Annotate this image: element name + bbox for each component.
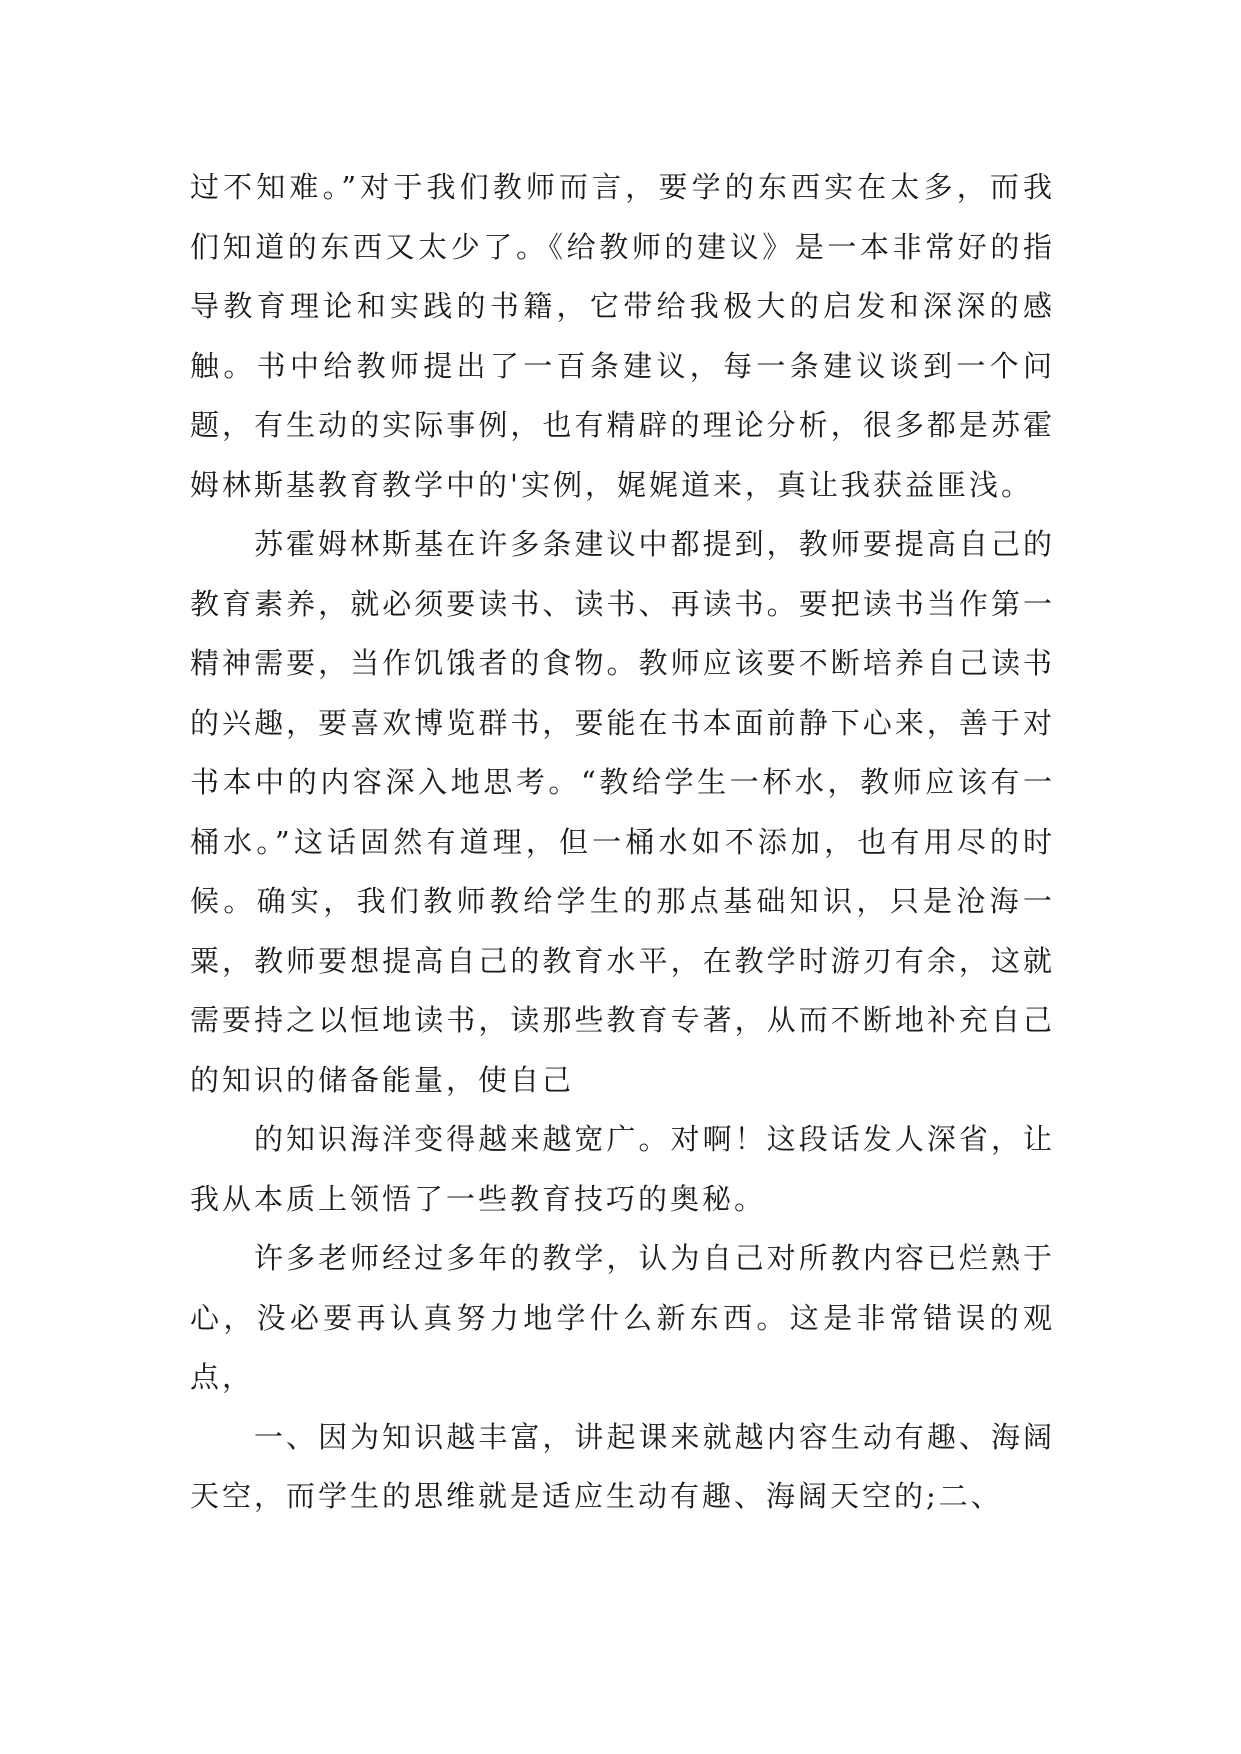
body-text <box>190 158 1055 1527</box>
paragraph-2: 苏霍姆林斯基在许多条建议中都提到，教师要提高自己的教育素养，就必须要读书、读书、再读书。要把读书当作第一精神需要，当作饥饿者的食物。教师应该要不断培养自己读书的兴趣，要喜欢博览群书，要能在书本面前静下心来，善于对书本中的内容深入地思考。“教给学生一杯水，教师应该有一桶水。”这话固然有道理，但一桶水如不添加，也有用尽的时候。确实，我们教师教给学生的那点基础知识，只是沧海一粟，教师要想提高自己的教育水平，在教学时游刃有余，这就需要持之以恒地读书，读那些教育专著，从而不断地补充自己的知识的储备能量，使自己 <box>190 527 1055 1097</box>
paragraph-5: 一、因为知识越丰富，讲起课来就越内容生动有趣、海阔天空，而学生的思维就是适应生动有趣、海阔天空的;二、 <box>190 1419 1055 1513</box>
paragraph-4: 许多老师经过多年的教学，认为自己对所教内容已烂熟于心，没必要再认真努力地学什么新东西。这是非常错误的观点， <box>190 1241 1055 1394</box>
paragraph-1: 过不知难。”对于我们教师而言，要学的东西实在太多，而我们知道的东西又太少了。《给教师的建议》是一本非常好的指导教育理论和实践的书籍，它带给我极大的启发和深深的感触。书中给教师提出了一百条建议，每一条建议谈到一个问题，有生动的实际事例，也有精辟的理论分析，很多都是苏霍姆林斯基教育教学中的'实例，娓娓道来，真让我获益匪浅。 <box>190 170 1055 502</box>
paragraph-3: 的知识海洋变得越来越宽广。对啊！这段话发人深省，让我从本质上领悟了一些教育技巧的奥秘。 <box>190 1122 1055 1216</box>
